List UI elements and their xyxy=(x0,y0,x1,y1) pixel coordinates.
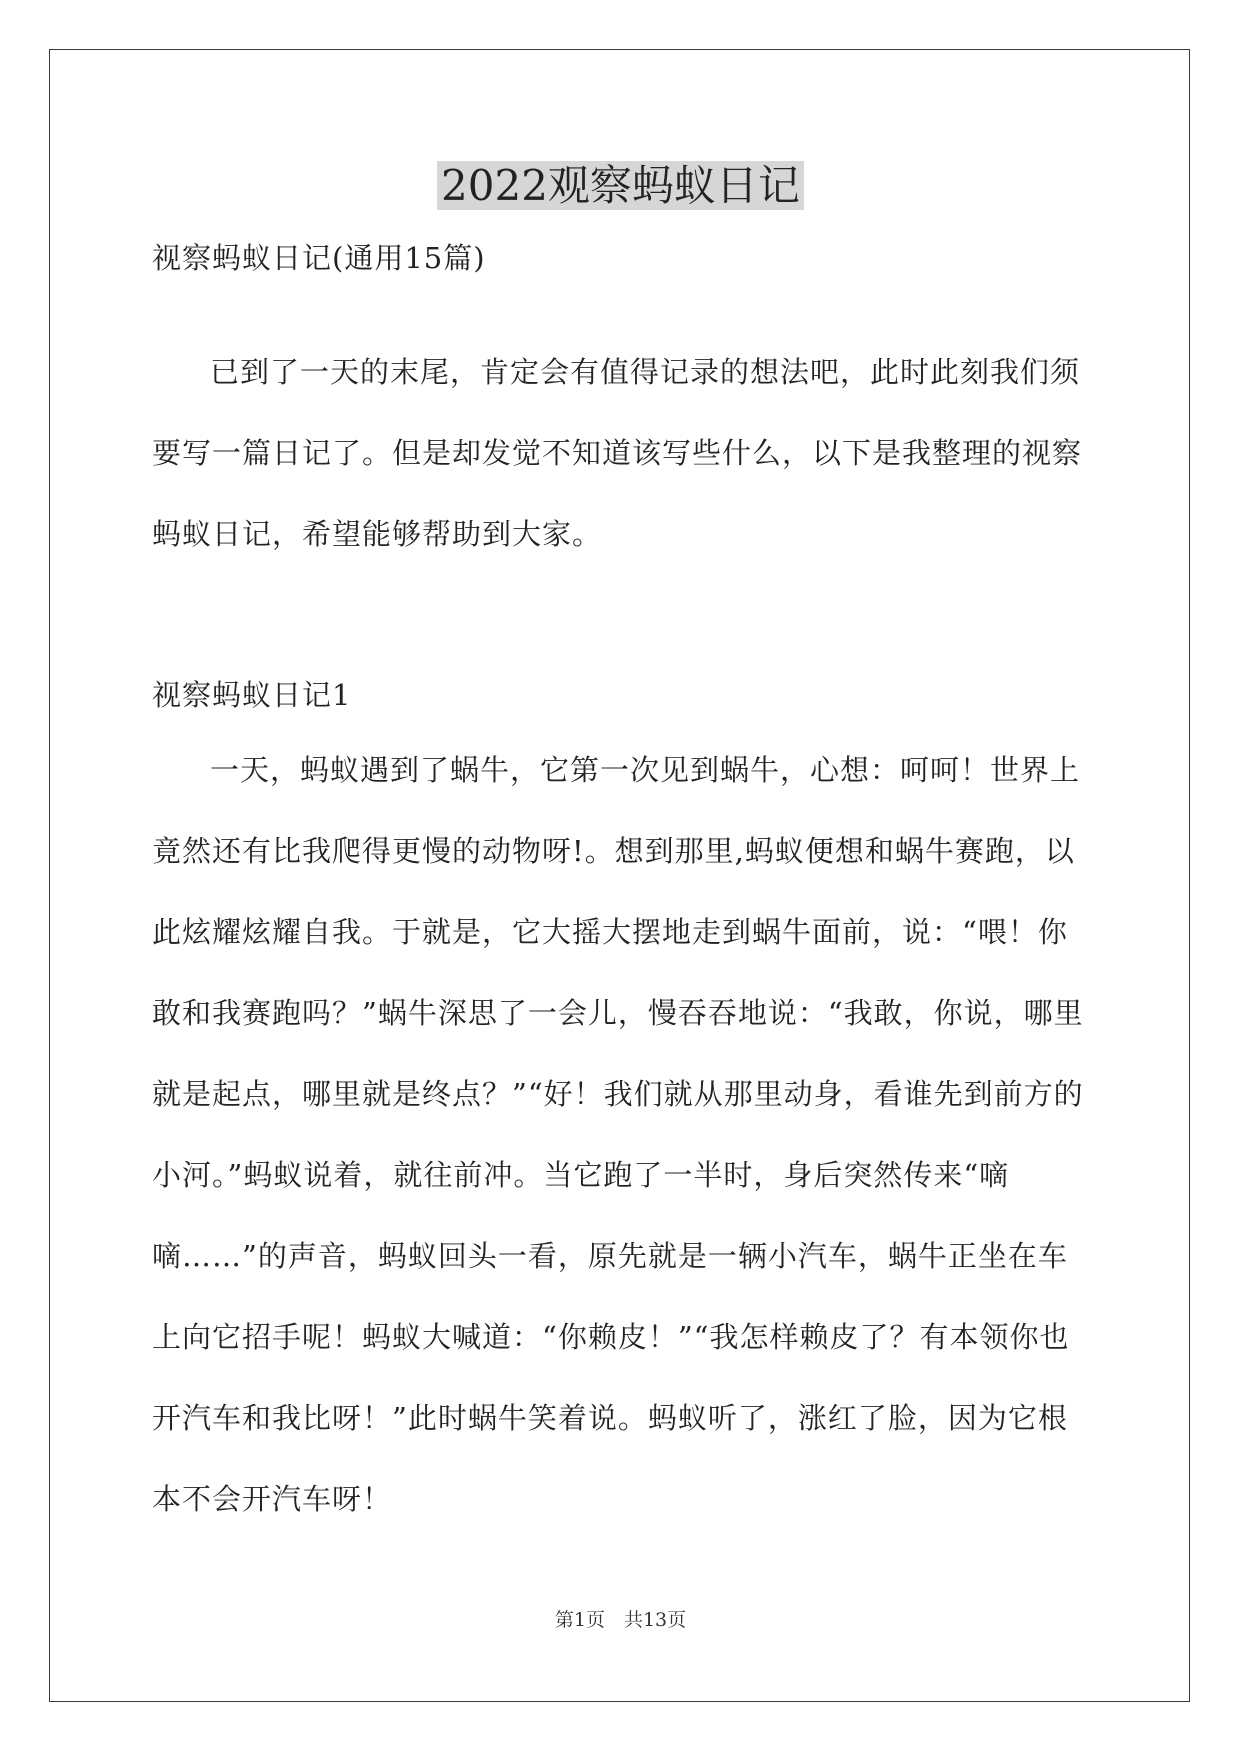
section-heading: 视察蚂蚁日记1 xyxy=(152,678,352,712)
section-paragraph: 一天，蚂蚁遇到了蜗牛，它第一次见到蜗牛，心想：呵呵！世界上竟然还有比我爬得更慢的动物呀!。想到那里,蚂蚁便想和蜗牛赛跑，以此炫耀炫耀自我。于就是，它大摇大摆地走到蜗牛面前，说：“喂！你敢和我赛跑吗？”蜗牛深思了一会儿，慢吞吞地说：“我敢，你说，哪里就是起点，哪里就是终点？”“好！我们就从那里动身，看谁先到前方的小河。”蚂蚁说着，就往前冲。当它跑了一半时，身后突然传来“嘀嘀……”的声音，蚂蚁回头一看，原先就是一辆小汽车，蜗牛正坐在车上向它招手呢！蚂蚁大喊道：“你赖皮！”“我怎样赖皮了？有本领你也开汽车和我比呀！”此时蜗牛笑着说。蚂蚁听了，涨红了脸，因为它根本不会开汽车呀！ xyxy=(152,753,1084,1516)
page-number-footer: 第1页 共13页 xyxy=(554,1609,687,1631)
document-subtitle: 视察蚂蚁日记(通用15篇) xyxy=(152,241,486,275)
intro-paragraph: 已到了一天的末尾，肯定会有值得记录的想法吧，此时此刻我们须要写一篇日记了。但是却发觉不知道该写些什么，以下是我整理的视察蚂蚁日记，希望能够帮助到大家。 xyxy=(152,355,1083,551)
document-title-text: 2022观察蚂蚁日记 xyxy=(437,161,804,210)
document-title xyxy=(0,155,1241,217)
